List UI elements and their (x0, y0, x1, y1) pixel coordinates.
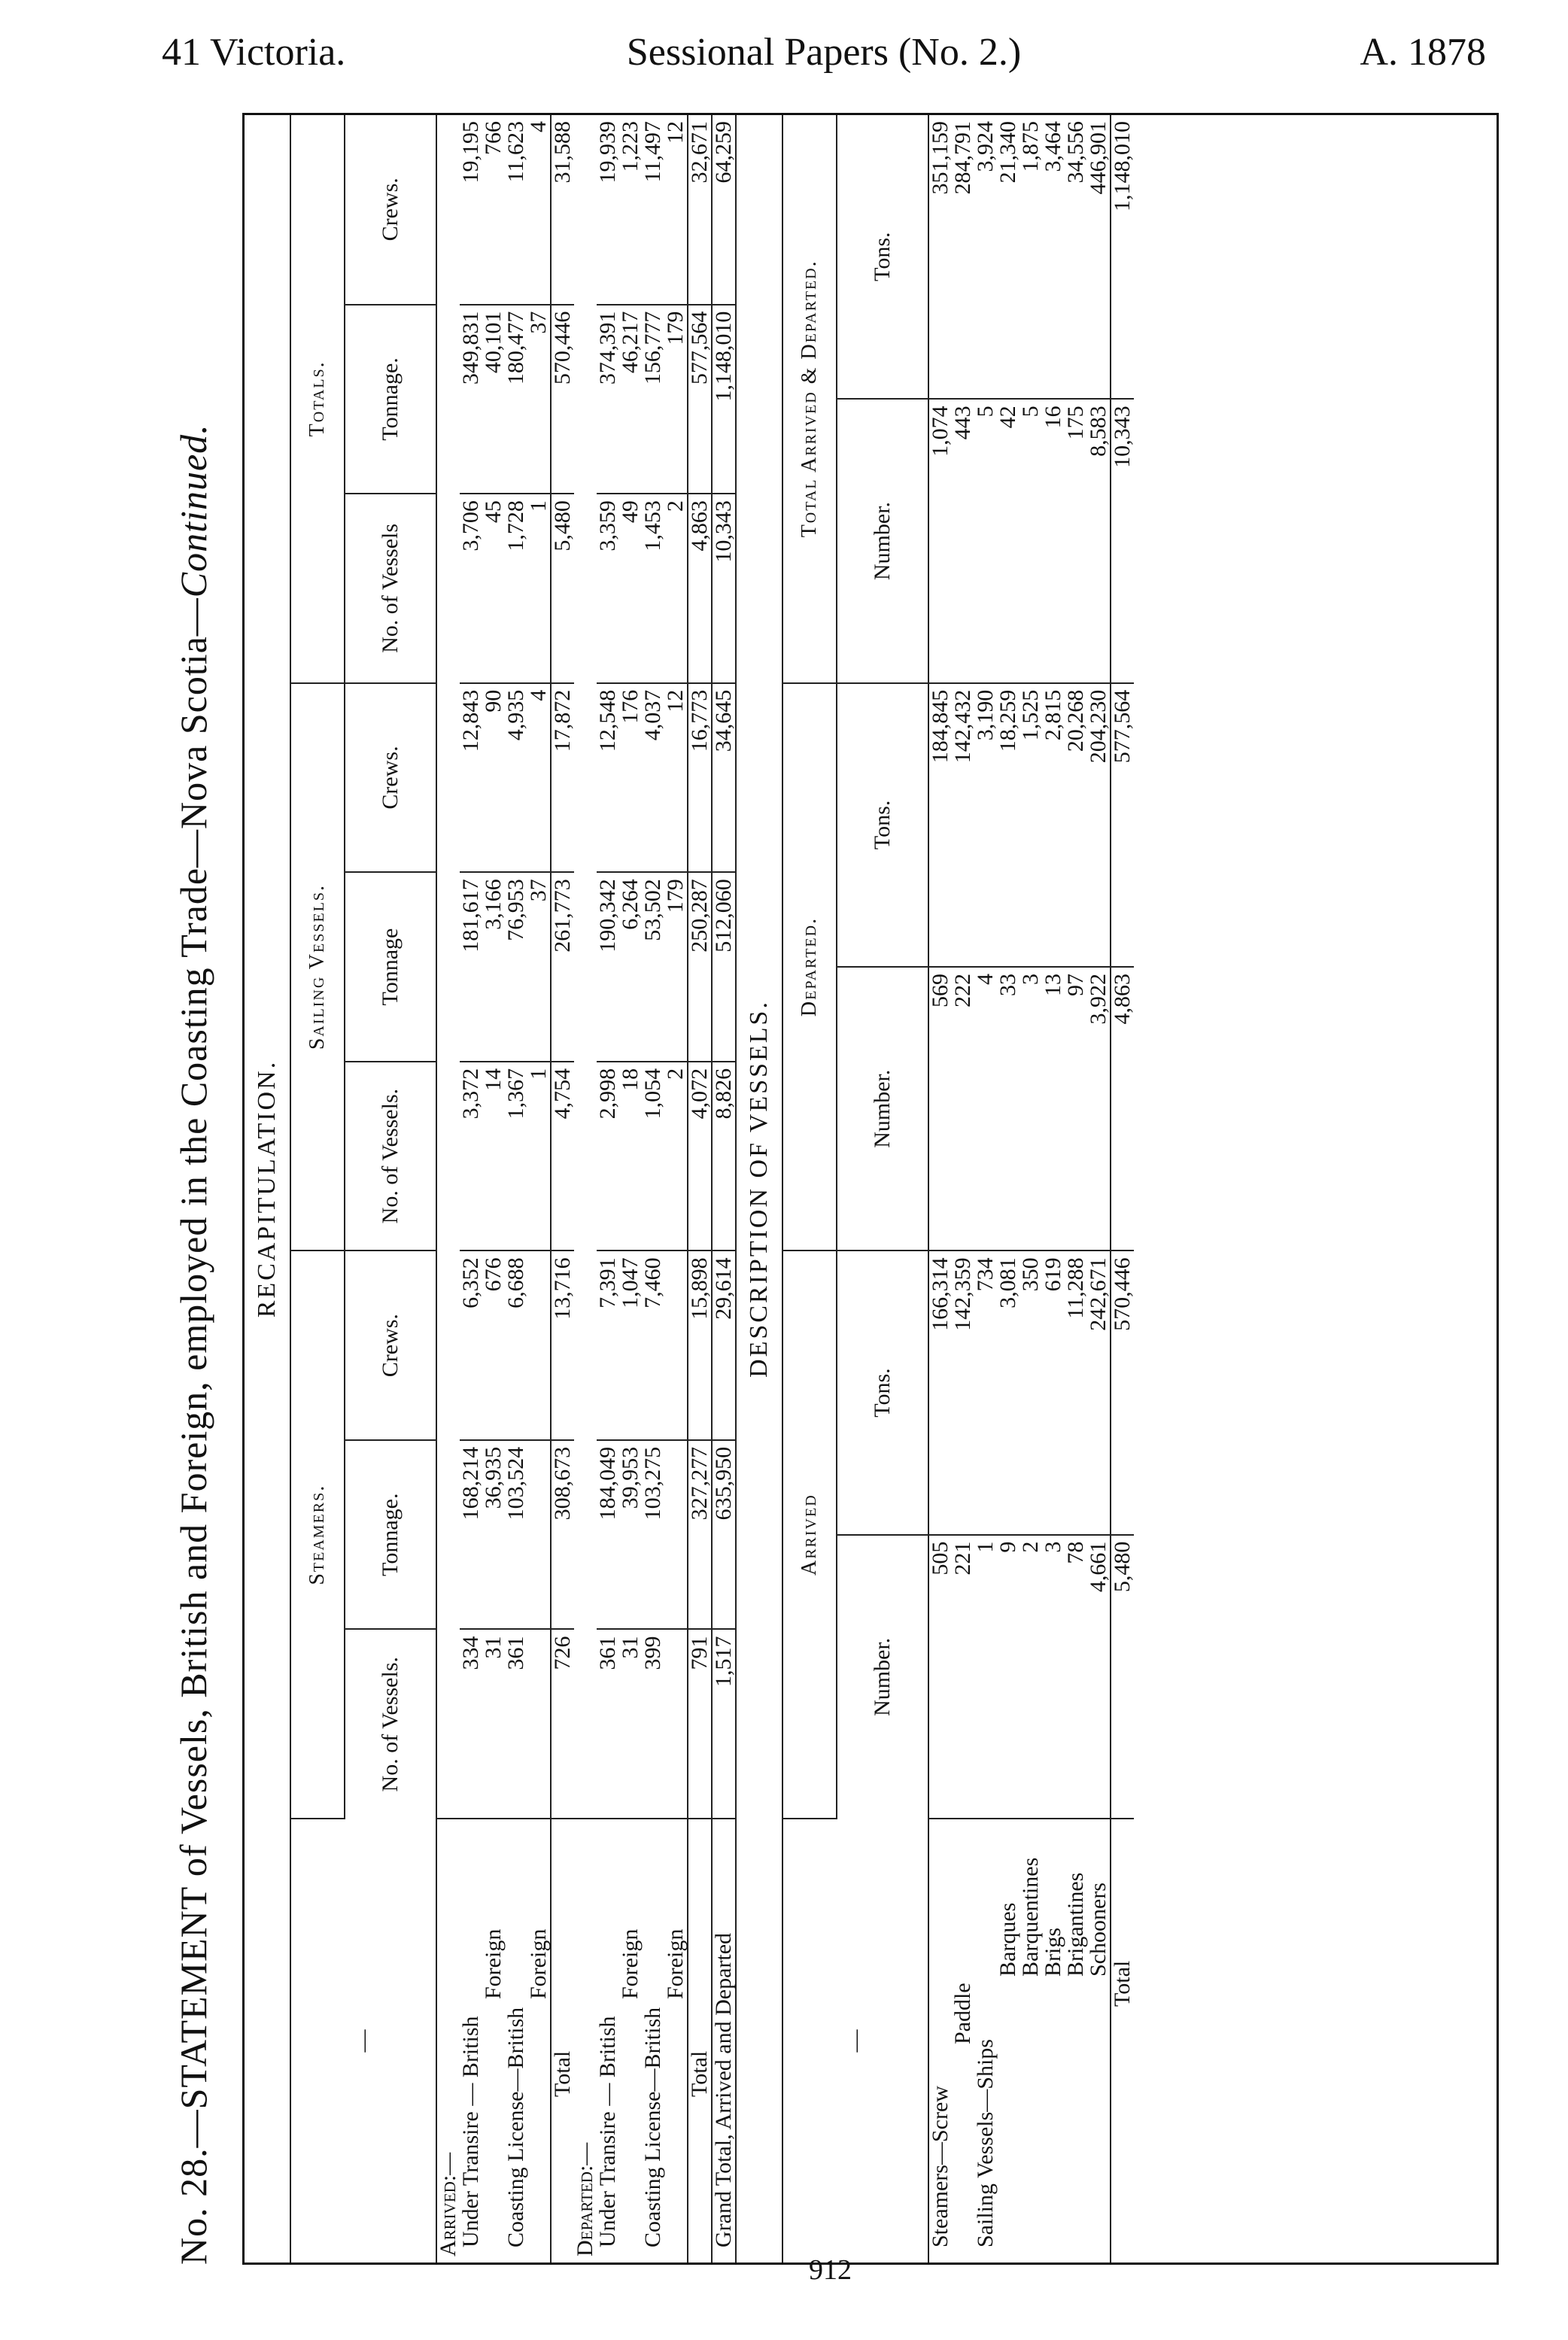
cell-value: 635,950 (712, 1440, 735, 1630)
cell-value (527, 1440, 551, 1630)
arrived-row (527, 115, 551, 2263)
cell-value: 18,259 (997, 683, 1020, 967)
row-label: Under Transire — British (458, 2016, 483, 2247)
cell-value: 204,230 (1087, 683, 1111, 967)
cell-value: 15,898 (688, 1251, 712, 1440)
arrived-total-row (551, 115, 574, 2263)
desc-col-header: Number. (837, 967, 928, 1251)
row-label: Foreign (481, 1928, 506, 1999)
cell-value: 1,047 (619, 1251, 642, 1440)
cell-value: 3,922 (1087, 967, 1111, 1251)
cell-value: 4,754 (551, 1062, 574, 1251)
desc-stub-header: — (782, 1819, 928, 2263)
cell-value: 3,924 (974, 115, 997, 399)
cell-value: 12 (664, 115, 688, 305)
cell-value: 570,446 (551, 305, 574, 494)
cell-value: 4,863 (1111, 967, 1134, 1251)
description-table (735, 115, 1134, 2263)
vessel-type-row (1042, 115, 1065, 2263)
cell-value: 11,497 (642, 115, 664, 305)
cell-value: 261,773 (551, 872, 574, 1062)
arrived-row (460, 115, 482, 2263)
row-label: Steamers—Screw (928, 2086, 953, 2247)
cell-value: 577,564 (688, 305, 712, 494)
cell-value (527, 1629, 551, 1819)
vessel-type-row (952, 115, 974, 2263)
cell-value: 1,148,010 (712, 305, 735, 494)
vessel-type-row (1087, 115, 1111, 2263)
cell-value: 5,480 (1111, 1535, 1134, 1819)
cell-value: 2,998 (597, 1062, 619, 1251)
departed-row (619, 115, 642, 2263)
departed-total-row (688, 115, 712, 2263)
row-label: Sailing Vessels—Ships (973, 2039, 998, 2247)
cell-value: 1,148,010 (1111, 115, 1134, 399)
cell-value: 2 (664, 494, 688, 683)
cell-value: 11,623 (505, 115, 527, 305)
cell-value: 308,673 (551, 1440, 574, 1630)
recap-col-header: Crews. (345, 683, 436, 873)
row-label: Total (1111, 1819, 1134, 2263)
title-continued: Continued. (172, 424, 214, 598)
cell-value: 766 (482, 115, 505, 305)
cell-value: 36,935 (482, 1440, 505, 1630)
cell-value: 46,217 (619, 305, 642, 494)
recapitulation-title: RECAPITULATION. (245, 115, 290, 2263)
cell-value: 6,688 (505, 1251, 527, 1440)
cell-value: 3,706 (460, 494, 482, 683)
desc-col-header: Number. (837, 1535, 928, 1819)
departed-row (642, 115, 664, 2263)
cell-value: 32,671 (688, 115, 712, 305)
cell-value: 250,287 (688, 872, 712, 1062)
cell-value (527, 1251, 551, 1440)
table-frame (242, 113, 1499, 2265)
cell-value: 179 (664, 872, 688, 1062)
row-label: Foreign (663, 1928, 688, 1999)
group-total-arrived-departed: Total Arrived & Departed. (782, 115, 837, 683)
cell-value: 34,556 (1065, 115, 1087, 399)
cell-value: 1,074 (928, 399, 952, 682)
cell-value: 176 (619, 683, 642, 873)
cell-value: 12,843 (460, 683, 482, 873)
cell-value: 181,617 (460, 872, 482, 1062)
desc-col-header: Tons. (837, 115, 928, 399)
header-sessional-papers: Sessional Papers (No. 2.) (626, 31, 1022, 74)
recap-col-header: No. of Vessels. (345, 1629, 436, 1819)
cell-value: 619 (1042, 1251, 1065, 1534)
cell-value: 17,872 (551, 683, 574, 873)
recap-col-header: Crews. (345, 115, 436, 305)
cell-value: 4 (974, 967, 997, 1251)
row-label: Brigantines (1063, 1872, 1088, 1977)
cell-value: 184,845 (928, 683, 952, 967)
cell-value: 374,391 (597, 305, 619, 494)
cell-value: 676 (482, 1251, 505, 1440)
header-year: A. 1878 (1360, 31, 1486, 74)
arrived-row (482, 115, 505, 2263)
cell-value: 37 (527, 305, 551, 494)
recapitulation-table (245, 115, 735, 2263)
vessel-type-row (974, 115, 997, 2263)
row-label: Coasting License—British (640, 2007, 665, 2247)
row-label: Total (551, 1819, 574, 2263)
row-label: Grand Total, Arrived and Departed (712, 1819, 735, 2263)
row-label: Foreign (618, 1928, 643, 1999)
cell-value: 64,259 (712, 115, 735, 305)
cell-value: 20,268 (1065, 683, 1087, 967)
group-steamers: Steamers. (290, 1251, 345, 1819)
cell-value: 1 (974, 1535, 997, 1819)
cell-value: 39,953 (619, 1440, 642, 1630)
cell-value: 90 (482, 683, 505, 873)
cell-value: 505 (928, 1535, 952, 1819)
cell-value: 2 (1020, 1535, 1042, 1819)
stub-header: — (290, 1819, 436, 2263)
cell-value: 184,049 (597, 1440, 619, 1630)
cell-value: 16,773 (688, 683, 712, 873)
group-departed: Departed. (782, 683, 837, 1251)
row-label: Total (688, 1819, 712, 2263)
row-label: Schooners (1086, 1883, 1111, 1977)
cell-value: 350 (1020, 1251, 1042, 1534)
description-title: DESCRIPTION OF VESSELS. (736, 115, 782, 2263)
cell-value: 166,314 (928, 1251, 952, 1534)
cell-value: 156,777 (642, 305, 664, 494)
cell-value: 18 (619, 1062, 642, 1251)
cell-value: 8,826 (712, 1062, 735, 1251)
running-header (162, 30, 1486, 83)
cell-value: 31 (619, 1629, 642, 1819)
cell-value: 12,548 (597, 683, 619, 873)
cell-value: 284,791 (952, 115, 974, 399)
cell-value: 1,517 (712, 1629, 735, 1819)
departed-row (597, 115, 619, 2263)
cell-value: 53,502 (642, 872, 664, 1062)
cell-value (664, 1629, 688, 1819)
cell-value: 42 (997, 399, 1020, 682)
cell-value: 103,524 (505, 1440, 527, 1630)
cell-value: 5 (1020, 399, 1042, 682)
cell-value: 34,645 (712, 683, 735, 873)
cell-value: 334 (460, 1629, 482, 1819)
cell-value: 1,223 (619, 115, 642, 305)
vessel-type-row (1020, 115, 1042, 2263)
cell-value: 4 (527, 683, 551, 873)
recap-col-header: No. of Vessels. (345, 1062, 436, 1251)
cell-value: 175 (1065, 399, 1087, 682)
cell-value: 14 (482, 1062, 505, 1251)
cell-value: 6,264 (619, 872, 642, 1062)
cell-value: 1,728 (505, 494, 527, 683)
cell-value: 3 (1042, 1535, 1065, 1819)
cell-value (664, 1440, 688, 1630)
row-label: Coasting License—British (503, 2007, 528, 2247)
group-totals: Totals. (290, 115, 345, 683)
cell-value: 45 (482, 494, 505, 683)
cell-value: 142,359 (952, 1251, 974, 1534)
recap-col-header: Tonnage. (345, 305, 436, 494)
cell-value: 76,953 (505, 872, 527, 1062)
cell-value: 4,935 (505, 683, 527, 873)
cell-value: 33 (997, 967, 1020, 1251)
cell-value: 5,480 (551, 494, 574, 683)
cell-value: 5 (974, 399, 997, 682)
vessel-type-row (928, 115, 952, 2263)
cell-value: 1,054 (642, 1062, 664, 1251)
cell-value: 142,432 (952, 683, 974, 967)
departed-heading: Departed:— (573, 2142, 597, 2256)
cell-value: 351,159 (928, 115, 952, 399)
page-number: 912 (809, 2254, 852, 2286)
cell-value: 16 (1042, 399, 1065, 682)
cell-value: 78 (1065, 1535, 1087, 1819)
row-label: Foreign (526, 1928, 551, 1999)
cell-value: 4,661 (1087, 1535, 1111, 1819)
cell-value: 443 (952, 399, 974, 682)
cell-value: 4,072 (688, 1062, 712, 1251)
vessel-type-row (1065, 115, 1087, 2263)
arrived-row (505, 115, 527, 2263)
cell-value: 3,081 (997, 1251, 1020, 1534)
cell-value: 13,716 (551, 1251, 574, 1440)
cell-value: 12 (664, 683, 688, 873)
recap-col-header: Tonnage. (345, 1440, 436, 1630)
cell-value: 349,831 (460, 305, 482, 494)
cell-value: 222 (952, 967, 974, 1251)
cell-value: 179 (664, 305, 688, 494)
cell-value: 10,343 (1111, 399, 1134, 682)
cell-value: 2 (664, 1062, 688, 1251)
cell-value: 21,340 (997, 115, 1020, 399)
row-label: Under Transire — British (595, 2016, 620, 2247)
cell-value: 446,901 (1087, 115, 1111, 399)
cell-value: 1,525 (1020, 683, 1042, 967)
cell-value: 569 (928, 967, 952, 1251)
recap-col-header: Crews. (345, 1251, 436, 1440)
cell-value: 37 (527, 872, 551, 1062)
cell-value: 3,166 (482, 872, 505, 1062)
desc-col-header: Tons. (837, 1251, 928, 1534)
cell-value: 361 (505, 1629, 527, 1819)
cell-value: 221 (952, 1535, 974, 1819)
cell-value: 103,275 (642, 1440, 664, 1630)
cell-value: 1,453 (642, 494, 664, 683)
cell-value (664, 1251, 688, 1440)
arrived-heading: Arrived:— (436, 2152, 460, 2256)
cell-value: 3,190 (974, 683, 997, 967)
cell-value: 734 (974, 1251, 997, 1534)
rotated-page-body (160, 113, 1499, 2265)
desc-total-row (1111, 115, 1134, 2263)
cell-value: 9 (997, 1535, 1020, 1819)
header-session: 41 Victoria. (162, 31, 346, 74)
cell-value: 726 (551, 1629, 574, 1819)
cell-value: 11,288 (1065, 1251, 1087, 1534)
cell-value: 49 (619, 494, 642, 683)
cell-value: 512,060 (712, 872, 735, 1062)
row-label: Barquentines (1018, 1857, 1043, 1977)
cell-value: 180,477 (505, 305, 527, 494)
cell-value: 8,583 (1087, 399, 1111, 682)
cell-value: 19,939 (597, 115, 619, 305)
cell-value: 791 (688, 1629, 712, 1819)
cell-value: 3,464 (1042, 115, 1065, 399)
departed-row (664, 115, 688, 2263)
document-title: No. 28.—STATEMENT of Vessels, British and Foreign, employed in the Coasting Trade—Nova Scotia—Continued. (172, 424, 214, 2265)
cell-value: 97 (1065, 967, 1087, 1251)
cell-value: 4,863 (688, 494, 712, 683)
vessel-type-row (997, 115, 1020, 2263)
grand-total-row (712, 115, 735, 2263)
cell-value: 6,352 (460, 1251, 482, 1440)
cell-value: 327,277 (688, 1440, 712, 1630)
cell-value: 570,446 (1111, 1251, 1134, 1534)
cell-value: 13 (1042, 967, 1065, 1251)
cell-value: 168,214 (460, 1440, 482, 1630)
recap-col-header: Tonnage (345, 872, 436, 1062)
cell-value: 3,359 (597, 494, 619, 683)
desc-col-header: Tons. (837, 683, 928, 967)
cell-value: 7,391 (597, 1251, 619, 1440)
recap-col-header: No. of Vessels (345, 494, 436, 683)
row-label: Barques (995, 1902, 1020, 1977)
cell-value: 10,343 (712, 494, 735, 683)
group-sailing-vessels: Sailing Vessels. (290, 683, 345, 1251)
cell-value: 7,460 (642, 1251, 664, 1440)
cell-value: 4 (527, 115, 551, 305)
cell-value: 19,195 (460, 115, 482, 305)
cell-value: 40,101 (482, 305, 505, 494)
cell-value: 399 (642, 1629, 664, 1819)
cell-value: 577,564 (1111, 683, 1134, 967)
cell-value: 29,614 (712, 1251, 735, 1440)
row-label: Brigs (1041, 1927, 1065, 1977)
cell-value: 3,372 (460, 1062, 482, 1251)
cell-value: 31,588 (551, 115, 574, 305)
group-arrived: Arrived (782, 1251, 837, 1819)
row-label: Paddle (950, 1983, 975, 2044)
cell-value: 4,037 (642, 683, 664, 873)
cell-value: 1 (527, 1062, 551, 1251)
cell-value: 3 (1020, 967, 1042, 1251)
desc-col-header: Number. (837, 399, 928, 682)
cell-value: 1,367 (505, 1062, 527, 1251)
cell-value: 242,671 (1087, 1251, 1111, 1534)
cell-value: 1,875 (1020, 115, 1042, 399)
cell-value: 190,342 (597, 872, 619, 1062)
cell-value: 2,815 (1042, 683, 1065, 967)
cell-value: 1 (527, 494, 551, 683)
cell-value: 31 (482, 1629, 505, 1819)
cell-value: 361 (597, 1629, 619, 1819)
